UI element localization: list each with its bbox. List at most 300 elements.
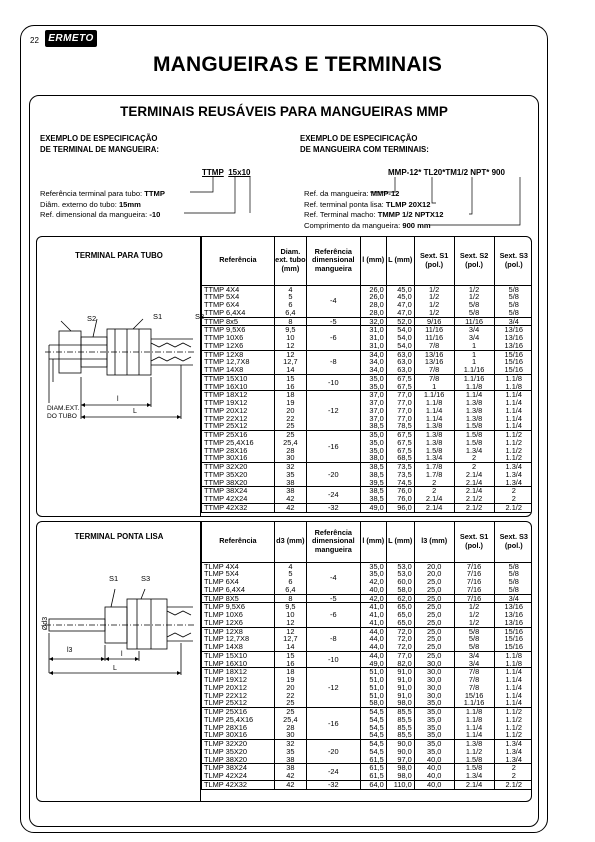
cell-l: 51,0 <box>360 676 386 684</box>
cell-L: 45,0 <box>386 293 414 301</box>
cell-col8: 5/8 <box>494 285 532 293</box>
cell-reference: TTMP 10X6 <box>202 334 275 342</box>
cell-diameter: 22 <box>274 692 306 700</box>
cell-L: 85,5 <box>386 708 414 716</box>
table-row <box>202 503 533 512</box>
cell-dimensional-ref: -32 <box>306 503 360 512</box>
cell-col6: 35,0 <box>414 731 454 739</box>
cell-col6: 7/8 <box>414 374 454 382</box>
table-row <box>202 415 533 423</box>
cell-reference: TLMP 28X16 <box>202 724 275 732</box>
cell-reference: TTMP 15X10 <box>202 374 275 382</box>
t2-header-s3: Sext. S3 (pol.) <box>494 522 532 562</box>
cell-reference: TTMP 6,4X4 <box>202 309 275 317</box>
legend-right-2: Ref. terminal ponta lisa: TLMP 20X12 <box>304 199 431 209</box>
cell-col7: 3/4 <box>454 326 494 334</box>
cell-col8: 15/16 <box>494 643 532 651</box>
cell-l: 49,0 <box>360 660 386 668</box>
cell-col7: 1.5/8 <box>454 439 494 447</box>
table-row <box>202 309 533 317</box>
table-row <box>202 342 533 350</box>
cell-L: 67,5 <box>386 439 414 447</box>
cell-col8: 15/16 <box>494 627 532 635</box>
cell-l: 37,0 <box>360 399 386 407</box>
cell-L: 85,5 <box>386 724 414 732</box>
cell-col8: 1.1/2 <box>494 431 532 439</box>
label-l-small: l <box>121 651 123 658</box>
cell-diameter: 28 <box>274 447 306 455</box>
cell-col8: 15/16 <box>494 635 532 643</box>
cell-col8: 5/8 <box>494 309 532 317</box>
cell-l: 44,0 <box>360 651 386 659</box>
cell-diameter: 35 <box>274 471 306 479</box>
cell-l: 38,5 <box>360 463 386 471</box>
cell-col7: 7/16 <box>454 586 494 594</box>
cell-col6: 13/16 <box>414 358 454 366</box>
table1-diagram-panel <box>37 237 205 516</box>
cell-col7: 2.1/2 <box>454 495 494 503</box>
cell-col7: 5/8 <box>454 309 494 317</box>
cell-col8: 1.1/2 <box>494 439 532 447</box>
cell-l: 38,5 <box>360 422 386 430</box>
cell-col8: 1.1/2 <box>494 454 532 462</box>
cell-L: 97,0 <box>386 756 414 764</box>
example-right-heading-2: DE MANGUEIRA COM TERMINAIS: <box>300 145 429 154</box>
table-terminal-ponta-lisa <box>36 521 532 802</box>
cell-col7: 1 <box>454 350 494 358</box>
cell-col7: 1.1/8 <box>454 708 494 716</box>
cell-reference: TLMP 25,4X16 <box>202 716 275 724</box>
cell-col8: 15/16 <box>494 350 532 358</box>
cell-diameter: 16 <box>274 383 306 391</box>
cell-col8: 13/16 <box>494 611 532 619</box>
cell-col8: 1.1/2 <box>494 716 532 724</box>
cell-l: 40,0 <box>360 586 386 594</box>
cell-dimensional-ref: -5 <box>306 594 360 603</box>
cell-col6: 11/16 <box>414 334 454 342</box>
cell-col8: 2 <box>494 772 532 780</box>
cell-L: 76,0 <box>386 487 414 495</box>
cell-col6: 35,0 <box>414 724 454 732</box>
table-row <box>202 627 533 635</box>
cell-col8: 1.3/4 <box>494 748 532 756</box>
cell-diameter: 15 <box>274 651 306 659</box>
cell-col8: 1.1/8 <box>494 660 532 668</box>
cell-col6: 30,0 <box>414 660 454 668</box>
table-row <box>202 643 533 651</box>
cell-col8: 1.3/4 <box>494 479 532 487</box>
cell-L: 52,0 <box>386 317 414 326</box>
cell-reference: TTMP 25,4X16 <box>202 439 275 447</box>
legend-left-1: Referência terminal para tubo: TTMP <box>40 189 165 198</box>
cell-L: 77,0 <box>386 407 414 415</box>
cell-col7: 1/2 <box>454 293 494 301</box>
cell-reference: TTMP 19X12 <box>202 399 275 407</box>
label-diam-ext: DIAM.EXT. DO TUBO <box>47 405 80 420</box>
cell-col7: 1.5/8 <box>454 764 494 772</box>
cell-diameter: 38 <box>274 756 306 764</box>
cell-dimensional-ref: -16 <box>306 431 360 463</box>
cell-reference: TLMP 12X6 <box>202 619 275 627</box>
cell-col6: 7/8 <box>414 342 454 350</box>
cell-col6: 25,0 <box>414 594 454 603</box>
cell-col7: 7/16 <box>454 594 494 603</box>
cell-diameter: 16 <box>274 660 306 668</box>
cell-L: 58,0 <box>386 586 414 594</box>
cell-diameter: 4 <box>274 562 306 570</box>
cell-l: 38,5 <box>360 471 386 479</box>
table-row <box>202 651 533 659</box>
cell-diameter: 8 <box>274 317 306 326</box>
cell-col7: 1.3/4 <box>454 772 494 780</box>
cell-l: 26,0 <box>360 293 386 301</box>
table-terminal-para-tubo <box>36 236 532 517</box>
cell-col8: 15/16 <box>494 358 532 366</box>
table-row <box>202 439 533 447</box>
cell-col8: 1.1/2 <box>494 724 532 732</box>
label-l3: l3 <box>67 647 73 654</box>
cell-L: 67,5 <box>386 374 414 382</box>
cell-reference: TTMP 25X12 <box>202 422 275 430</box>
cell-col6: 1.3/8 <box>414 439 454 447</box>
cell-dimensional-ref: -6 <box>306 326 360 350</box>
section-title: TERMINAIS REUSÁVEIS PARA MANGUEIRAS MMP <box>120 104 448 119</box>
cell-diameter: 12,7 <box>274 635 306 643</box>
table-row <box>202 668 533 676</box>
cell-reference: TLMP 25X16 <box>202 708 275 716</box>
cell-col8: 13/16 <box>494 342 532 350</box>
table-row <box>202 716 533 724</box>
cell-col6: 30,0 <box>414 692 454 700</box>
cell-diameter: 12 <box>274 342 306 350</box>
cell-l: 54,5 <box>360 731 386 739</box>
table1-data <box>201 237 532 513</box>
label-s1: S1 <box>153 312 163 321</box>
cell-l: 51,0 <box>360 668 386 676</box>
cell-l: 37,0 <box>360 415 386 423</box>
table-row <box>202 407 533 415</box>
cell-L: 65,0 <box>386 611 414 619</box>
cell-col6: 13/16 <box>414 350 454 358</box>
cell-l: 61,5 <box>360 764 386 772</box>
cell-l: 44,0 <box>360 627 386 635</box>
cell-col7: 1/2 <box>454 619 494 627</box>
cell-diameter: 5 <box>274 570 306 578</box>
legend-right-1: Ref. da mangueira: MMP-12 <box>304 189 400 198</box>
cell-l: 34,0 <box>360 350 386 358</box>
table-row <box>202 454 533 462</box>
cell-l: 31,0 <box>360 326 386 334</box>
cell-col8: 1.1/4 <box>494 684 532 692</box>
cell-l: 51,0 <box>360 684 386 692</box>
cell-col8: 3/4 <box>494 317 532 326</box>
t1-header-diam: Diam. ext. tubo (mm) <box>274 237 306 285</box>
cell-L: 67,5 <box>386 447 414 455</box>
cell-diameter: 10 <box>274 611 306 619</box>
cell-col8: 2 <box>494 764 532 772</box>
cell-L: 74,5 <box>386 479 414 487</box>
cell-diameter: 14 <box>274 366 306 374</box>
cell-l: 58,0 <box>360 699 386 707</box>
cell-reference: TTMP 35X20 <box>202 471 275 479</box>
cell-col8: 1.3/4 <box>494 740 532 748</box>
cell-col7: 1.1/4 <box>454 391 494 399</box>
cell-col7: 1.1/8 <box>454 383 494 391</box>
cell-col7: 1.3/8 <box>454 415 494 423</box>
cell-L: 77,0 <box>386 391 414 399</box>
cell-L: 85,5 <box>386 731 414 739</box>
cell-reference: TLMP 6,4X4 <box>202 586 275 594</box>
cell-diameter: 42 <box>274 495 306 503</box>
cell-l: 37,0 <box>360 391 386 399</box>
t2-header-L: L (mm) <box>386 522 414 562</box>
label-s3: S3 <box>195 312 205 321</box>
cell-reference: TTMP 25X16 <box>202 431 275 439</box>
cell-reference: TTMP 38X20 <box>202 479 275 487</box>
cell-diameter: 18 <box>274 391 306 399</box>
cell-col8: 2.1/2 <box>494 503 532 512</box>
cell-col6: 25,0 <box>414 586 454 594</box>
table1-body <box>202 285 533 512</box>
cell-reference: TLMP 9,5X6 <box>202 603 275 611</box>
cell-col6: 1/2 <box>414 301 454 309</box>
cell-col7: 1.5/8 <box>454 431 494 439</box>
cell-col8: 1.1/2 <box>494 731 532 739</box>
table-row <box>202 391 533 399</box>
cell-l: 41,0 <box>360 611 386 619</box>
cell-l: 28,0 <box>360 301 386 309</box>
cell-L: 63,0 <box>386 358 414 366</box>
cell-l: 51,0 <box>360 692 386 700</box>
cell-col6: 1/2 <box>414 309 454 317</box>
cell-l: 39,5 <box>360 479 386 487</box>
table-row <box>202 383 533 391</box>
cell-col6: 2 <box>414 487 454 495</box>
cell-L: 98,0 <box>386 699 414 707</box>
cell-reference: TLMP 18X12 <box>202 668 275 676</box>
cell-col7: 1.1/16 <box>454 366 494 374</box>
table-row <box>202 562 533 570</box>
cell-diameter: 19 <box>274 399 306 407</box>
cell-col6: 35,0 <box>414 748 454 756</box>
cell-col6: 25,0 <box>414 651 454 659</box>
table-row <box>202 594 533 603</box>
cell-reference: TLMP 12,7X8 <box>202 635 275 643</box>
cell-col8: 5/8 <box>494 301 532 309</box>
cell-col8: 1.1/8 <box>494 383 532 391</box>
table-row <box>202 374 533 382</box>
cell-col8: 15/16 <box>494 366 532 374</box>
t2-header-s1: Sext. S1 (pol.) <box>454 522 494 562</box>
cell-diameter: 12,7 <box>274 358 306 366</box>
cell-col6: 1.3/8 <box>414 422 454 430</box>
cell-diameter: 12 <box>274 627 306 635</box>
cell-L: 62,0 <box>386 594 414 603</box>
table-row <box>202 748 533 756</box>
cell-diameter: 6 <box>274 301 306 309</box>
cell-col7: 1.3/8 <box>454 740 494 748</box>
label-d3: Ød3 <box>42 616 50 631</box>
code-ttmp: TTMP <box>202 168 224 177</box>
cell-L: 53,0 <box>386 570 414 578</box>
cell-col6: 1.1/4 <box>414 407 454 415</box>
cell-reference: TLMP 15X10 <box>202 651 275 659</box>
cell-dimensional-ref: -5 <box>306 317 360 326</box>
cell-diameter: 25 <box>274 431 306 439</box>
cell-col7: 15/16 <box>454 692 494 700</box>
table-row <box>202 463 533 471</box>
cell-col6: 40,0 <box>414 780 454 789</box>
cell-col7: 1.1/4 <box>454 724 494 732</box>
cell-diameter: 38 <box>274 479 306 487</box>
cell-col6: 1.7/8 <box>414 471 454 479</box>
cell-col7: 2.1/4 <box>454 471 494 479</box>
example-right-code: MMP-12* TL20*TM1/2 NPT* 900 <box>388 168 505 177</box>
cell-col8: 5/8 <box>494 570 532 578</box>
table-row <box>202 447 533 455</box>
cell-l: 49,0 <box>360 503 386 512</box>
cell-dimensional-ref: -24 <box>306 487 360 504</box>
cell-col8: 1.1/4 <box>494 676 532 684</box>
cell-col8: 1.1/4 <box>494 391 532 399</box>
cell-L: 54,0 <box>386 334 414 342</box>
cell-L: 45,0 <box>386 285 414 293</box>
cell-l: 35,0 <box>360 562 386 570</box>
t2-header-ref: Referência <box>202 522 275 562</box>
terminal-ponta-lisa-drawing-icon <box>45 577 197 687</box>
cell-L: 98,0 <box>386 772 414 780</box>
cell-l: 38,5 <box>360 495 386 503</box>
code-size: 15x10 <box>228 168 251 177</box>
cell-reference: TLMP 5X4 <box>202 570 275 578</box>
cell-col8: 1.3/4 <box>494 463 532 471</box>
cell-reference: TLMP 12X8 <box>202 627 275 635</box>
table-row <box>202 764 533 772</box>
cell-l: 34,0 <box>360 358 386 366</box>
cell-diameter: 20 <box>274 684 306 692</box>
table-row <box>202 676 533 684</box>
cell-dimensional-ref: -16 <box>306 708 360 740</box>
cell-l: 54,5 <box>360 740 386 748</box>
table-row <box>202 731 533 739</box>
t1-header-s2: Sext. S2 (pol.) <box>454 237 494 285</box>
legend-left-2: Diâm. externo do tubo: 15mm <box>40 199 141 209</box>
cell-dimensional-ref: -24 <box>306 764 360 781</box>
cell-reference: TTMP 12,7X8 <box>202 358 275 366</box>
cell-col6: 2 <box>414 479 454 487</box>
table-row <box>202 660 533 668</box>
t2-header-l: l (mm) <box>360 522 386 562</box>
cell-reference: TTMP 28X16 <box>202 447 275 455</box>
cell-dimensional-ref: -8 <box>306 627 360 651</box>
cell-col6: 25,0 <box>414 611 454 619</box>
cell-col8: 2 <box>494 487 532 495</box>
cell-col6: 25,0 <box>414 578 454 586</box>
table-row <box>202 724 533 732</box>
cell-reference: TTMP 6X4 <box>202 301 275 309</box>
cell-diameter: 28 <box>274 724 306 732</box>
cell-reference: TTMP 42X24 <box>202 495 275 503</box>
cell-col6: 40,0 <box>414 772 454 780</box>
page-title: MANGUEIRAS E TERMINAIS <box>152 53 443 76</box>
cell-reference: TTMP 5X4 <box>202 293 275 301</box>
cell-dimensional-ref: -12 <box>306 668 360 708</box>
cell-col7: 1.1/16 <box>454 374 494 382</box>
cell-L: 76,0 <box>386 495 414 503</box>
cell-l: 42,0 <box>360 594 386 603</box>
cell-col7: 7/16 <box>454 578 494 586</box>
cell-diameter: 12 <box>274 350 306 358</box>
cell-col8: 1.3/4 <box>494 471 532 479</box>
cell-L: 72,0 <box>386 643 414 651</box>
cell-col7: 2.1/4 <box>454 487 494 495</box>
cell-col7: 1.1/4 <box>454 731 494 739</box>
table2-title: TERMINAL PONTA LISA <box>74 532 164 541</box>
t2-header-l3: l3 (mm) <box>414 522 454 562</box>
cell-reference: TTMP 12X6 <box>202 342 275 350</box>
cell-l: 54,5 <box>360 708 386 716</box>
cell-col7: 2 <box>454 454 494 462</box>
cell-diameter: 42 <box>274 780 306 789</box>
cell-L: 91,0 <box>386 692 414 700</box>
cell-dimensional-ref: -20 <box>306 463 360 487</box>
cell-col7: 11/16 <box>454 317 494 326</box>
t1-header-s3: Sext. S3 (pol.) <box>494 237 532 285</box>
cell-reference: TLMP 42X24 <box>202 772 275 780</box>
table-row <box>202 772 533 780</box>
cell-L: 91,0 <box>386 668 414 676</box>
cell-L: 63,0 <box>386 350 414 358</box>
t1-header-L: L (mm) <box>386 237 414 285</box>
cell-diameter: 9,5 <box>274 326 306 334</box>
cell-col6: 1.3/4 <box>414 454 454 462</box>
table-row <box>202 740 533 748</box>
cell-L: 68,5 <box>386 454 414 462</box>
label-l-small: l <box>117 396 119 403</box>
cell-col7: 3/4 <box>454 334 494 342</box>
cell-l: 35,0 <box>360 383 386 391</box>
cell-col7: 5/8 <box>454 301 494 309</box>
cell-L: 78,5 <box>386 422 414 430</box>
cell-L: 73,5 <box>386 471 414 479</box>
table-row <box>202 301 533 309</box>
cell-col6: 20,0 <box>414 570 454 578</box>
cell-reference: TTMP 22X12 <box>202 415 275 423</box>
cell-col7: 7/16 <box>454 570 494 578</box>
cell-col7: 7/8 <box>454 684 494 692</box>
table-row <box>202 422 533 430</box>
cell-L: 65,0 <box>386 619 414 627</box>
cell-L: 77,0 <box>386 651 414 659</box>
cell-l: 35,0 <box>360 439 386 447</box>
cell-L: 54,0 <box>386 342 414 350</box>
cell-col6: 30,0 <box>414 684 454 692</box>
cell-reference: TLMP 10X6 <box>202 611 275 619</box>
cell-l: 54,5 <box>360 748 386 756</box>
cell-reference: TLMP 8X5 <box>202 594 275 603</box>
cell-col6: 1.1/8 <box>414 399 454 407</box>
cell-L: 67,5 <box>386 383 414 391</box>
cell-col8: 2 <box>494 495 532 503</box>
cell-diameter: 25,4 <box>274 439 306 447</box>
cell-col7: 3/4 <box>454 651 494 659</box>
cell-col6: 1.1/4 <box>414 415 454 423</box>
cell-col6: 1.7/8 <box>414 463 454 471</box>
cell-diameter: 38 <box>274 487 306 495</box>
cell-col7: 1/2 <box>454 603 494 611</box>
cell-col6: 25,0 <box>414 627 454 635</box>
cell-col6: 7/8 <box>414 366 454 374</box>
